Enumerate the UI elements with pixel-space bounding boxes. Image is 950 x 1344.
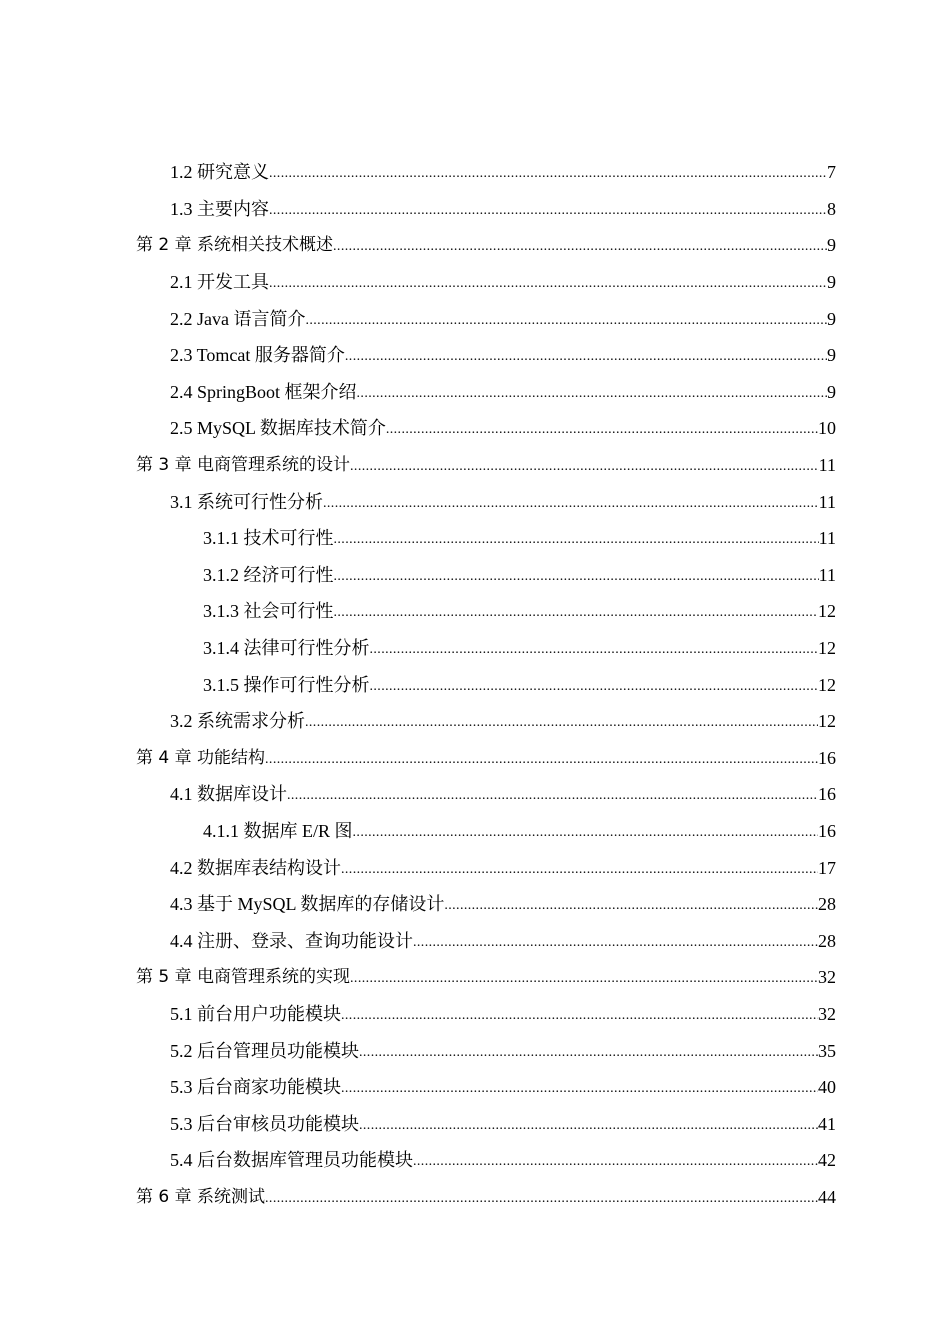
toc-entry-title: 4.3 基于 MySQL 数据库的存储设计 [170, 894, 445, 915]
toc-entry[interactable] [0, 191, 950, 228]
toc-entry-title: 1.3 主要内容 [170, 198, 269, 219]
toc-entry[interactable] [0, 374, 950, 411]
toc-entry-page: 11 [818, 564, 836, 585]
toc-entry[interactable] [0, 154, 950, 191]
toc-entry-page: 12 [818, 601, 836, 622]
toc-entry-title: 5.4 后台数据库管理员功能模块 [170, 1150, 413, 1171]
toc-entry-title: 2.1 开发工具 [170, 272, 269, 293]
toc-entry-title: 3.1 系统可行性分析 [170, 491, 323, 512]
toc-entry-title: 5.1 前台用户功能模块 [170, 1003, 341, 1024]
toc-entry[interactable] [0, 1105, 950, 1142]
toc-entry-page: 7 [827, 162, 836, 183]
toc-entry-title: 5.3 后台商家功能模块 [170, 1077, 341, 1098]
toc-entry[interactable] [0, 337, 950, 374]
toc-entry[interactable] [0, 996, 950, 1033]
toc-dot-leader [444, 893, 818, 915]
toc-entry-title: 3.1.5 操作可行性分析 [203, 674, 370, 695]
toc-dot-leader [265, 747, 818, 769]
toc-entry-page: 9 [827, 272, 836, 293]
toc-chapter-entry[interactable] [0, 447, 950, 484]
toc-entry-page: 11 [818, 455, 836, 476]
toc-dot-leader [265, 1186, 818, 1208]
toc-dot-leader [413, 930, 818, 952]
toc-entry-title: 2.4 SpringBoot 框架介绍 [170, 381, 357, 402]
toc-entry[interactable] [0, 922, 950, 959]
toc-entry-page: 40 [818, 1077, 836, 1098]
toc-entry[interactable] [0, 1142, 950, 1179]
toc-entry-title: 3.1.1 技术可行性 [203, 528, 334, 549]
toc-entry-page: 16 [818, 784, 836, 805]
toc-dot-leader [269, 198, 827, 220]
toc-entry[interactable] [0, 410, 950, 447]
toc-subsection-entry[interactable] [0, 813, 950, 850]
toc-chapter-entry[interactable] [0, 1179, 950, 1216]
toc-dot-leader [350, 966, 818, 988]
toc-dot-leader [386, 417, 818, 439]
toc-subsection-entry[interactable] [0, 630, 950, 667]
toc-dot-leader [334, 600, 819, 622]
toc-entry-title: 3.1.4 法律可行性分析 [203, 638, 370, 659]
toc-dot-leader [345, 344, 827, 366]
toc-dot-leader [323, 491, 819, 513]
toc-entry-title: 第 2 章 系统相关技术概述 [136, 235, 334, 256]
toc-entry-title: 5.2 后台管理员功能模块 [170, 1040, 359, 1061]
toc-dot-leader [334, 527, 819, 549]
toc-entry-title: 1.2 研究意义 [170, 162, 269, 183]
toc-entry-page: 8 [827, 198, 836, 219]
toc-entry-page: 12 [818, 638, 836, 659]
toc-entry-page: 28 [818, 930, 836, 951]
toc-entry-page: 16 [818, 820, 836, 841]
toc-entry-page: 32 [818, 967, 836, 988]
toc-dot-leader [370, 637, 819, 659]
toc-dot-leader [357, 381, 827, 403]
toc-entry-page: 41 [818, 1113, 836, 1134]
toc-dot-leader [350, 454, 819, 476]
toc-entry-title: 4.4 注册、登录、查询功能设计 [170, 930, 413, 951]
toc-dot-leader [269, 161, 827, 183]
toc-entry-page: 32 [818, 1003, 836, 1024]
toc-entry-title: 3.2 系统需求分析 [170, 711, 305, 732]
toc-entry-title: 2.2 Java 语言简介 [170, 308, 306, 329]
toc-dot-leader [305, 308, 827, 330]
toc-entry[interactable] [0, 1032, 950, 1069]
toc-entry-title: 3.1.3 社会可行性 [203, 601, 334, 622]
toc-entry[interactable] [0, 776, 950, 813]
toc-dot-leader [333, 234, 827, 256]
toc-entry-page: 12 [818, 711, 836, 732]
toc-entry-page: 17 [818, 857, 836, 878]
toc-dot-leader [370, 674, 819, 696]
toc-entry-title: 第 4 章 功能结构 [136, 747, 266, 768]
toc-subsection-entry[interactable] [0, 666, 950, 703]
toc-entry-title: 5.3 后台审核员功能模块 [170, 1113, 359, 1134]
toc-dot-leader [305, 710, 818, 732]
toc-dot-leader [341, 857, 818, 879]
toc-chapter-entry[interactable] [0, 740, 950, 777]
toc-chapter-entry[interactable] [0, 227, 950, 264]
toc-entry-title: 第 5 章 电商管理系统的实现 [136, 967, 351, 988]
toc-entry-page: 28 [818, 894, 836, 915]
toc-entry[interactable] [0, 703, 950, 740]
toc-entry-page: 11 [818, 528, 836, 549]
toc-entry[interactable] [0, 1069, 950, 1106]
toc-subsection-entry[interactable] [0, 557, 950, 594]
toc-dot-leader [269, 271, 827, 293]
toc-entry-title: 2.5 MySQL 数据库技术简介 [170, 418, 386, 439]
toc-entry-page: 16 [818, 747, 836, 768]
toc-entry-page: 9 [827, 381, 836, 402]
toc-dot-leader [341, 1076, 818, 1098]
toc-dot-leader [341, 1003, 818, 1025]
toc-entry-title: 2.3 Tomcat 服务器简介 [170, 345, 345, 366]
toc-entry[interactable] [0, 264, 950, 301]
toc-entry-page: 9 [827, 345, 836, 366]
table-of-contents [0, 154, 950, 1215]
toc-entry-title: 3.1.2 经济可行性 [203, 564, 334, 585]
toc-entry-title: 第 6 章 系统测试 [136, 1186, 266, 1207]
toc-entry[interactable] [0, 886, 950, 923]
toc-dot-leader [287, 783, 818, 805]
toc-subsection-entry[interactable] [0, 593, 950, 630]
toc-entry-title: 4.2 数据库表结构设计 [170, 857, 341, 878]
toc-dot-leader [413, 1149, 818, 1171]
toc-entry-page: 12 [818, 674, 836, 695]
toc-entry-page: 9 [827, 308, 836, 329]
toc-entry-title: 4.1 数据库设计 [170, 784, 287, 805]
toc-dot-leader [359, 1113, 818, 1135]
toc-chapter-entry[interactable] [0, 959, 950, 996]
toc-entry-page: 44 [818, 1186, 836, 1207]
toc-subsection-entry[interactable] [0, 520, 950, 557]
toc-entry[interactable] [0, 849, 950, 886]
toc-dot-leader [359, 1040, 818, 1062]
toc-entry-page: 35 [818, 1040, 836, 1061]
toc-entry[interactable] [0, 300, 950, 337]
toc-entry-page: 9 [827, 235, 836, 256]
toc-entry-page: 42 [818, 1150, 836, 1171]
toc-entry[interactable] [0, 483, 950, 520]
toc-entry-title: 4.1.1 数据库 E/R 图 [203, 820, 353, 841]
toc-dot-leader [334, 564, 819, 586]
toc-entry-page: 11 [818, 491, 836, 512]
toc-dot-leader [353, 820, 818, 842]
toc-entry-page: 10 [818, 418, 836, 439]
toc-entry-title: 第 3 章 电商管理系统的设计 [136, 455, 351, 476]
